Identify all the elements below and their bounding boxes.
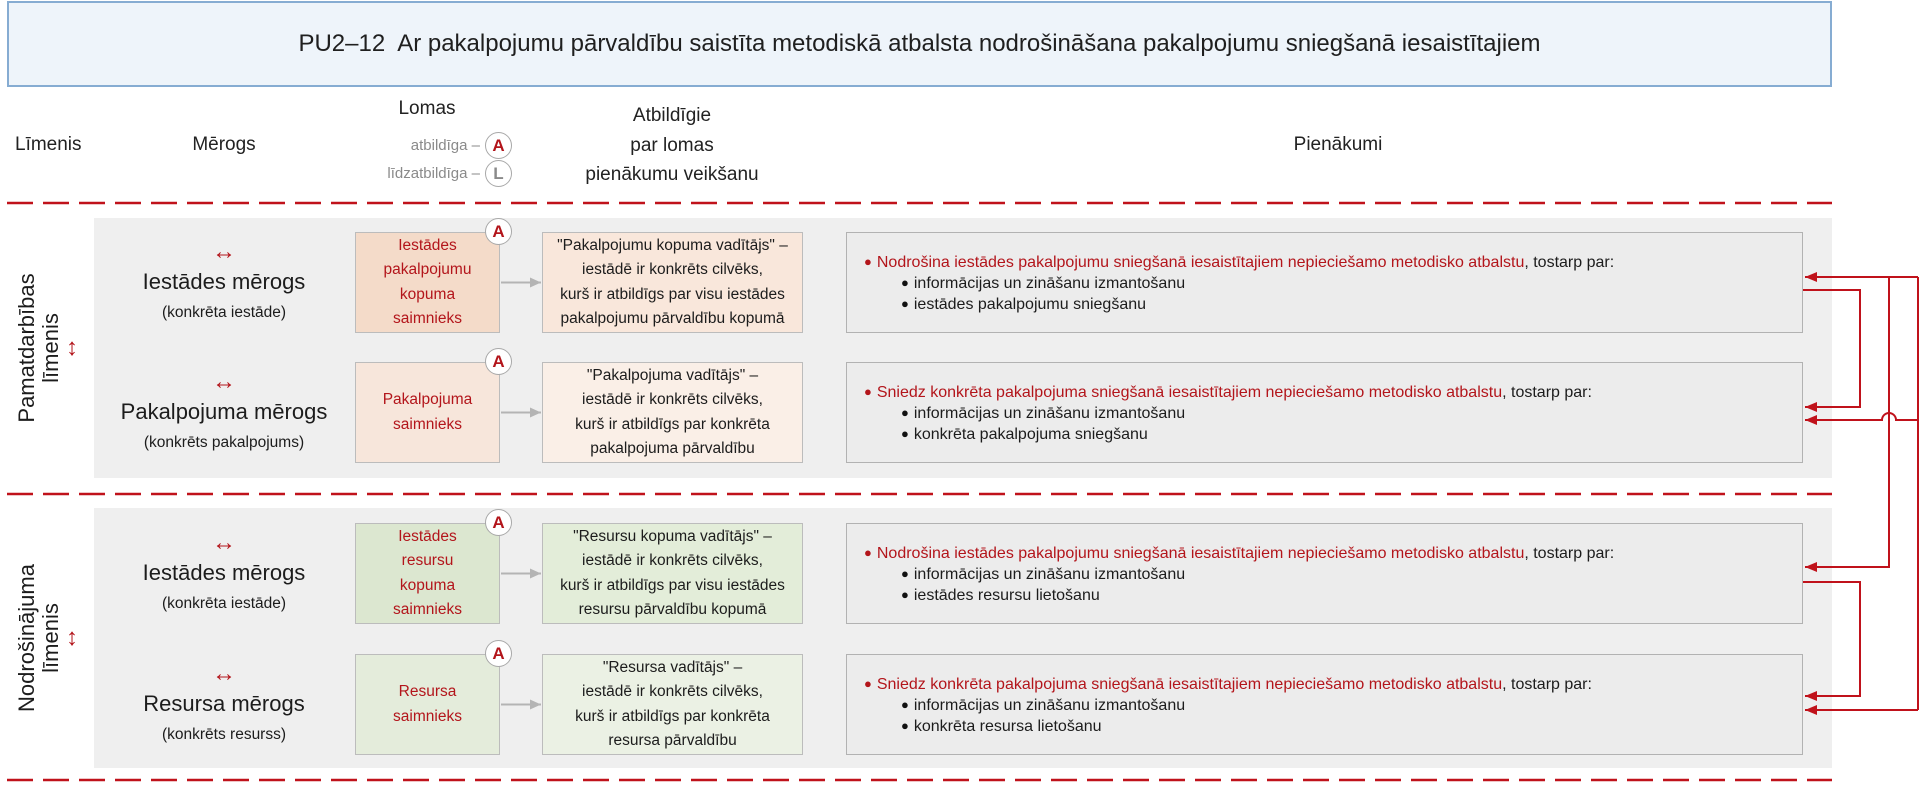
role-line: Pakalpojuma bbox=[382, 391, 473, 408]
duty-item: ● iestādes resursu lietošanu bbox=[864, 585, 1802, 606]
duty-item: ● konkrēta resursa lietošanu bbox=[864, 716, 1802, 737]
horizontal-double-arrow-icon bbox=[108, 660, 340, 688]
header-duties: Pienākumi bbox=[1293, 134, 1383, 155]
scale-note: (konkrēts pakalpojums) bbox=[143, 434, 305, 451]
scale-cell bbox=[108, 523, 340, 624]
header-executors-line: Atbildīgie bbox=[632, 105, 712, 126]
legend-responsible-badge: A bbox=[485, 132, 512, 159]
role-line: saimnieks bbox=[393, 310, 462, 327]
executor-line: resursu pārvaldību kopumā bbox=[578, 601, 767, 618]
core-level-label-line: līmenis bbox=[38, 313, 63, 383]
header-level: Līmenis bbox=[15, 134, 82, 155]
duty-main-text: Sniedz konkrēta pakalpojuma sniegšanā iesaistītajiem nepieciešamo metodisko atbalstu bbox=[876, 384, 1503, 401]
core-level-label-line: Pamatdarbības bbox=[14, 273, 39, 423]
horizontal-double-arrow-icon bbox=[108, 529, 340, 557]
role-responsible-badge: A bbox=[485, 218, 512, 245]
scale-title: Resursa mērogs bbox=[143, 691, 305, 716]
role-line: kopuma bbox=[399, 576, 456, 594]
duty-suffix: , tostarp par: bbox=[1502, 384, 1592, 401]
role-line: saimnieks bbox=[393, 601, 462, 618]
scale-note: (konkrēta iestāde) bbox=[161, 595, 287, 612]
role-line: pakalpojumu bbox=[383, 261, 472, 278]
duty-item: ● konkrēta pakalpojuma sniegšanu bbox=[864, 424, 1802, 445]
support-level-label-line: līmenis bbox=[38, 603, 63, 673]
role-line: Resursa bbox=[398, 683, 457, 700]
executor-line: iestādē ir konkrēts cilvēks, bbox=[582, 391, 763, 408]
scale-cell bbox=[108, 654, 340, 755]
executor-line: "Pakalpojuma vadītājs" – bbox=[586, 366, 759, 384]
executor-box bbox=[542, 362, 803, 463]
scale-title: Iestādes mērogs bbox=[142, 560, 306, 585]
legend-responsible-label: atbildīga – bbox=[410, 137, 480, 154]
vertical-double-arrow-icon bbox=[62, 624, 82, 652]
support-level-label-line: Nodrošinājuma bbox=[14, 564, 39, 712]
executor-line: iestādē ir konkrēts cilvēks, bbox=[582, 261, 763, 278]
header-executors-line: par lomas bbox=[630, 134, 714, 156]
duty-suffix: , tostarp par: bbox=[1502, 676, 1592, 693]
executor-line: "Pakalpojumu kopuma vadītājs" – bbox=[557, 236, 788, 254]
duty-item: ● informācijas un zināšanu izmantošanu bbox=[864, 273, 1802, 294]
role-box bbox=[355, 362, 500, 463]
role-line: kopuma bbox=[399, 285, 456, 303]
duty-box bbox=[846, 654, 1803, 755]
scale-cell bbox=[108, 232, 340, 333]
duty-suffix: , tostarp par: bbox=[1524, 545, 1615, 562]
executor-box bbox=[542, 232, 803, 333]
executor-line: kurš ir atbildīgs par konkrēta bbox=[575, 707, 770, 725]
executor-line: iestādē ir konkrēts cilvēks, bbox=[582, 552, 763, 569]
scale-title: Iestādes mērogs bbox=[142, 269, 306, 294]
duty-main-line bbox=[864, 252, 1802, 273]
executor-box bbox=[542, 523, 803, 624]
duty-main-text: Sniedz konkrēta pakalpojuma sniegšanā iesaistītajiem nepieciešamo metodisko atbalstu bbox=[876, 676, 1503, 693]
scale-cell bbox=[108, 362, 340, 463]
row-resource bbox=[0, 644, 1920, 755]
header-executors-line: pienākumu veikšanu bbox=[585, 164, 759, 185]
row-institution-services bbox=[0, 222, 1920, 333]
duty-item: ● informācijas un zināšanu izmantošanu bbox=[864, 564, 1802, 585]
header-roles: Lomas bbox=[398, 98, 456, 119]
executor-line: "Resursa vadītājs" – bbox=[602, 658, 743, 676]
legend-coresponsible-label: līdzatbildīga – bbox=[387, 165, 480, 182]
duty-suffix: , tostarp par: bbox=[1524, 254, 1615, 271]
executor-line: pakalpojumu pārvaldību kopumā bbox=[560, 310, 785, 327]
row-service bbox=[0, 352, 1920, 463]
executor-line: resursa pārvaldību bbox=[608, 732, 737, 749]
role-line: resursu bbox=[401, 552, 454, 569]
executor-line: "Resursu kopuma vadītājs" – bbox=[573, 527, 772, 545]
duty-item: ● informācijas un zināšanu izmantošanu bbox=[864, 695, 1802, 716]
duty-main-line bbox=[864, 674, 1802, 695]
vertical-double-arrow-icon bbox=[62, 334, 82, 362]
duty-main-line bbox=[864, 543, 1802, 564]
horizontal-double-arrow-icon bbox=[108, 238, 340, 266]
role-box bbox=[355, 654, 500, 755]
duty-main-text: Nodrošina iestādes pakalpojumu sniegšanā iesaistītajiem nepieciešamo metodisko atbalstu bbox=[876, 545, 1525, 562]
header-scale: Mērogs bbox=[192, 134, 256, 155]
role-box bbox=[355, 523, 500, 624]
legend-coresponsible-badge: L bbox=[485, 160, 512, 187]
row-institution-resources bbox=[0, 513, 1920, 624]
duty-box bbox=[846, 362, 1803, 463]
header-executors bbox=[552, 101, 792, 190]
duty-main-text: Nodrošina iestādes pakalpojumu sniegšanā iesaistītajiem nepieciešamo metodisko atbalstu bbox=[876, 254, 1525, 271]
role-responsible-badge: A bbox=[485, 348, 512, 375]
role-line: saimnieks bbox=[393, 415, 462, 433]
scale-note: (konkrēta iestāde) bbox=[161, 304, 287, 321]
duty-item: ● informācijas un zināšanu izmantošanu bbox=[864, 403, 1802, 424]
executor-line: kurš ir atbildīgs par visu iestādes bbox=[560, 285, 785, 303]
scale-title: Pakalpojuma mērogs bbox=[120, 399, 328, 424]
role-responsible-badge: A bbox=[485, 509, 512, 536]
role-box bbox=[355, 232, 500, 333]
horizontal-double-arrow-icon bbox=[108, 368, 340, 396]
executor-line: iestādē ir konkrēts cilvēks, bbox=[582, 683, 763, 700]
role-responsible-badge: A bbox=[485, 640, 512, 667]
executor-line: kurš ir atbildīgs par visu iestādes bbox=[560, 576, 785, 594]
diagram-title: PU2–12 Ar pakalpojumu pārvaldību saistīta metodiskā atbalsta nodrošināšana pakalpojumu sniegšanā iesaistītajiem bbox=[7, 1, 1832, 87]
role-line: saimnieks bbox=[393, 707, 462, 725]
role-line: Iestādes bbox=[398, 236, 457, 254]
duty-box bbox=[846, 523, 1803, 624]
executor-line: kurš ir atbildīgs par konkrēta bbox=[575, 415, 770, 433]
role-line: Iestādes bbox=[398, 527, 457, 545]
scale-note: (konkrēts resurss) bbox=[161, 726, 287, 743]
duty-main-line bbox=[864, 382, 1802, 403]
executor-box bbox=[542, 654, 803, 755]
duty-box bbox=[846, 232, 1803, 333]
duty-item: ● iestādes pakalpojumu sniegšanu bbox=[864, 294, 1802, 315]
executor-line: pakalpojuma pārvaldību bbox=[590, 440, 755, 457]
